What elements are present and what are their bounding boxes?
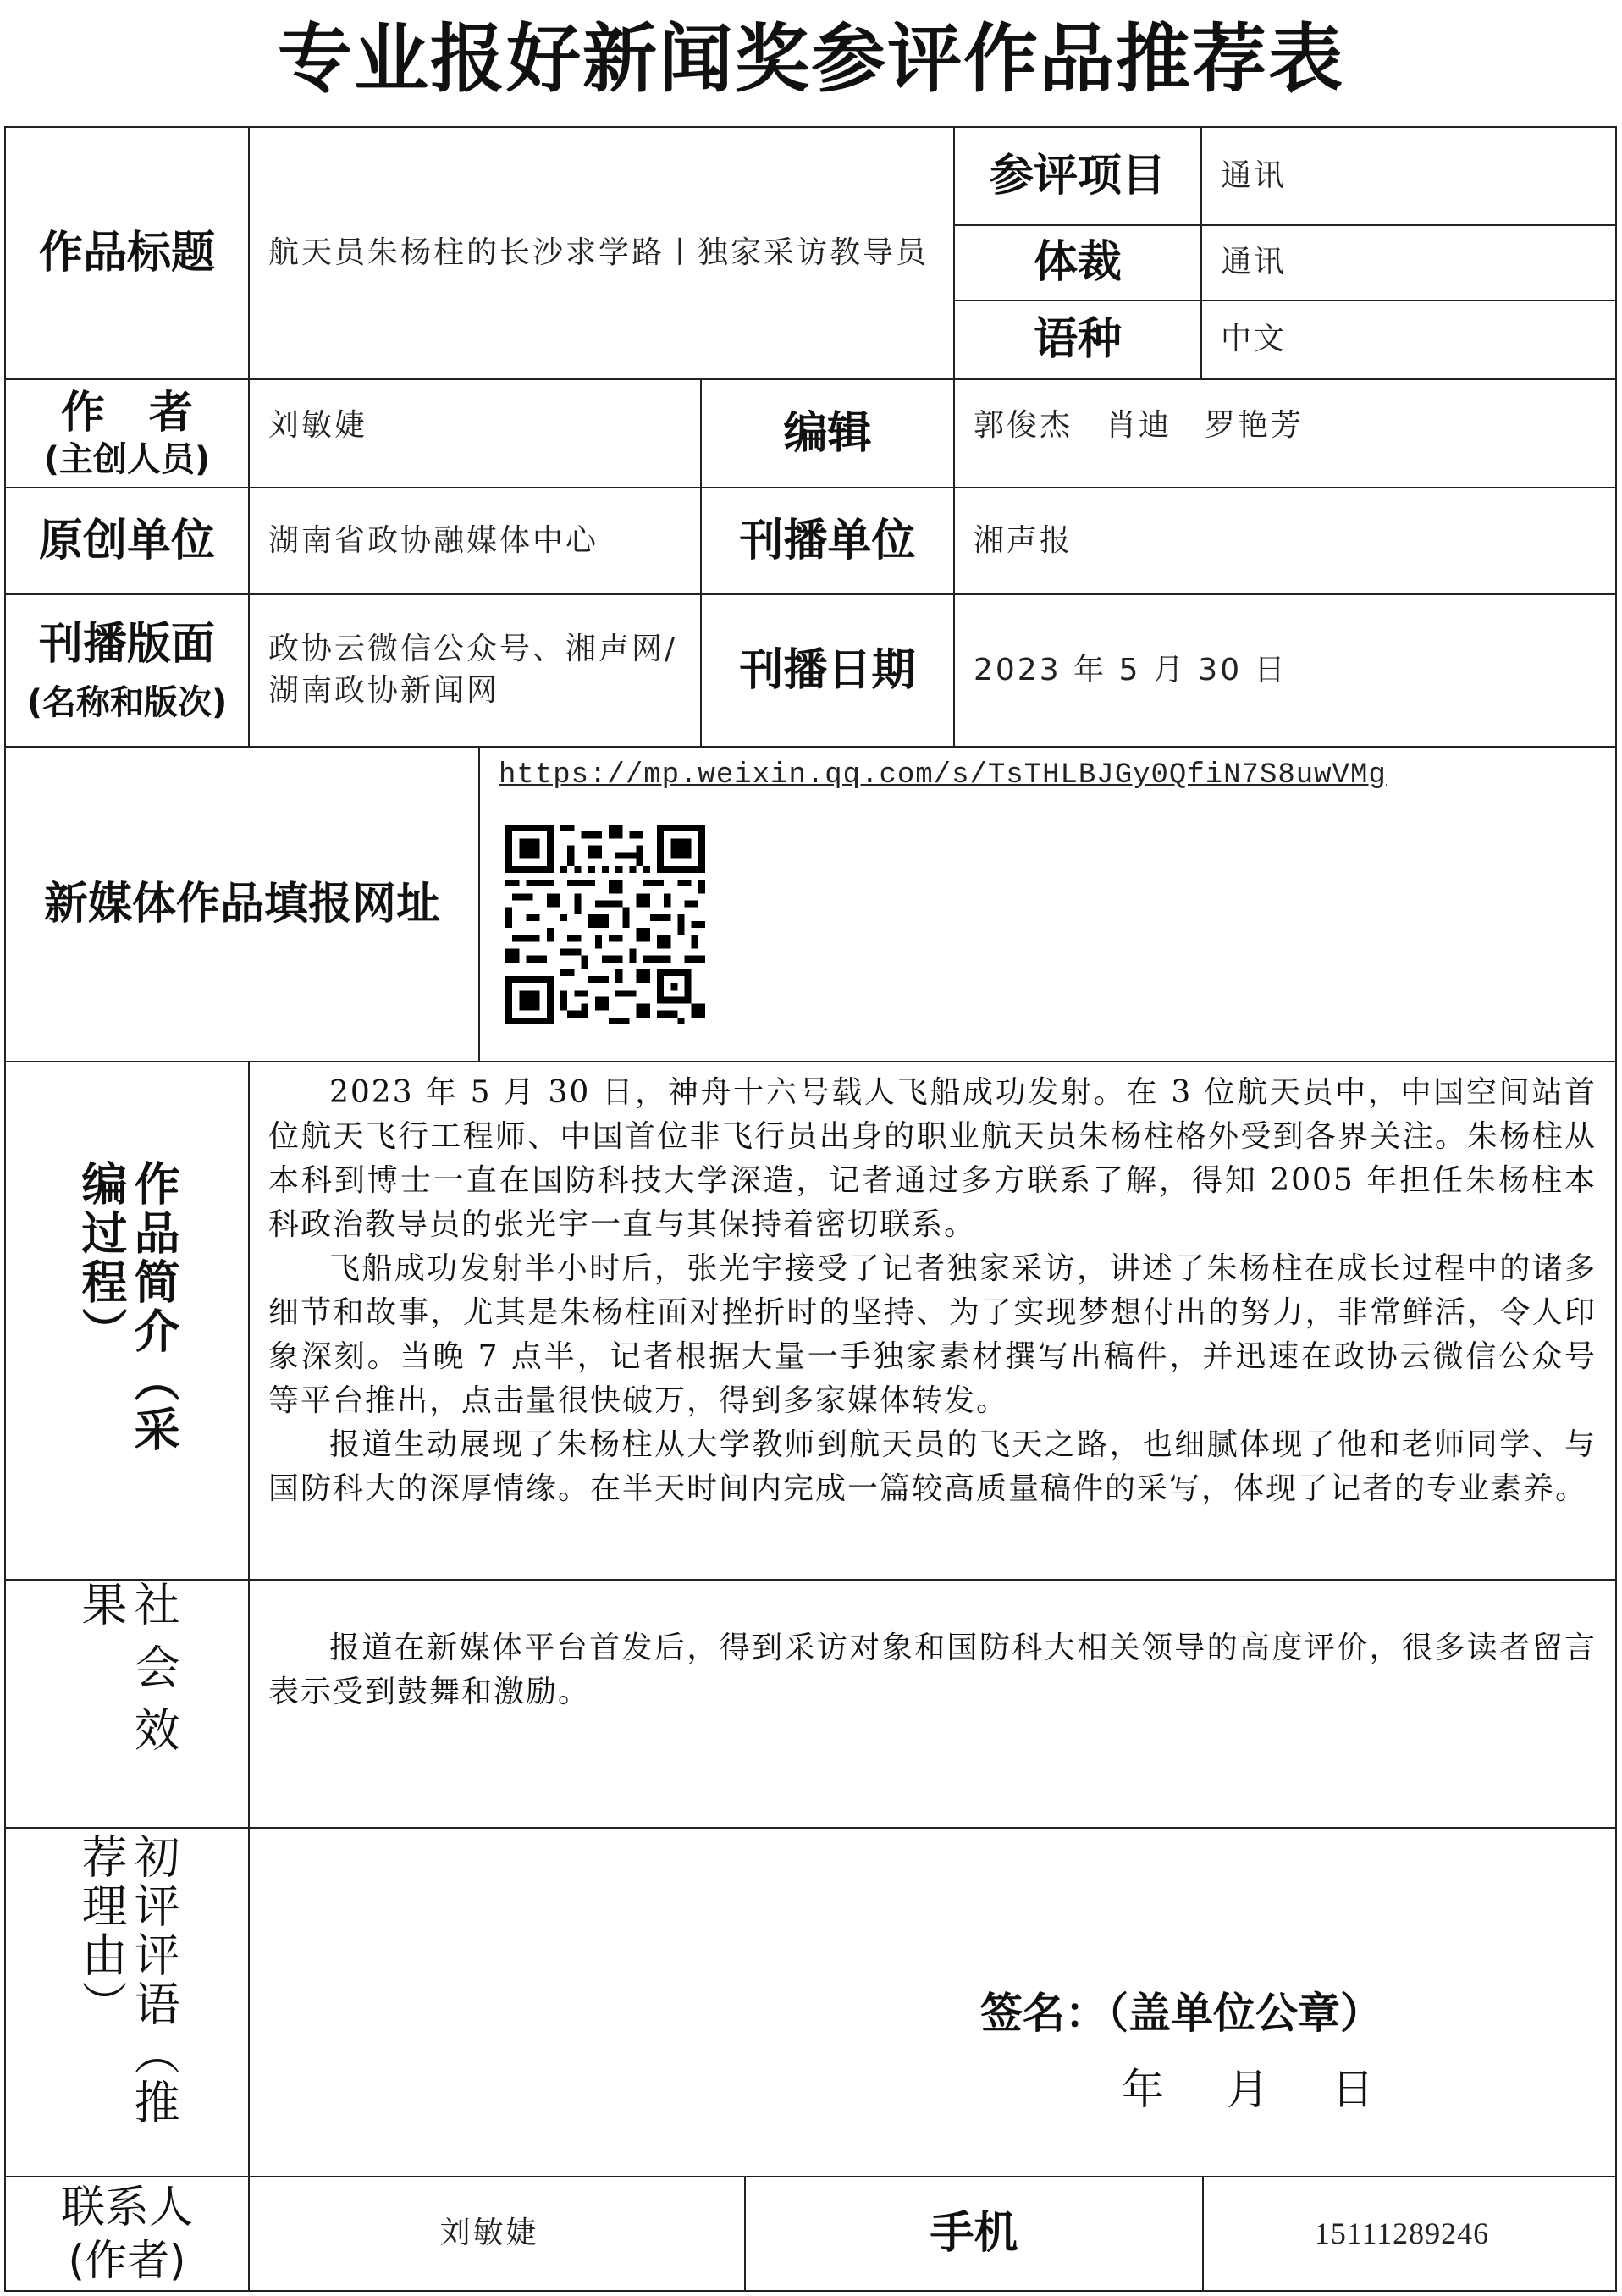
new-media-url-label [4,746,480,1062]
social-effect-label [4,1579,250,1829]
intro-paragraph: 2023 年 5 月 30 日，神舟十六号载人飞船成功发射。在 3 位航天员中，中国空间站首位航天飞行工程师、中国首位非飞行员出身的职业航天员朱杨柱格外受到各界关注。朱杨柱从本科到博士一直在国防科技大学深造，记者通过多方联系了解，得知 2005 年担任朱杨柱本科政治教导员的张光宇一直与其保持着密切联系。 [268,1075,1597,1242]
contact-name-value [248,2176,746,2292]
genre-value [1200,224,1617,301]
editor-value [953,378,1617,488]
publish-date-value-text: 2023 年 5 月 30 日 [974,652,1288,687]
work-title-value [248,126,955,380]
contact-label [4,2176,250,2292]
new-media-url-link[interactable]: https://mp.weixin.qq.com/s/TsTHLBJGy0QfiN7S8uwVMg [499,759,1387,792]
intro-label-text: 作品简介（采编过程） [74,1160,181,1454]
publish-unit-label-text: 刊播单位 [739,515,916,566]
intro-paragraphs [268,1071,1597,1511]
contact-name-text: 刘敏婕 [439,2216,539,2251]
author-value [248,378,702,488]
publish-unit-label [700,487,955,595]
recommendation-label [4,1827,250,2177]
phone-label [744,2176,1204,2292]
publish-layout-sublabel: (名称和版次) [26,683,228,723]
work-title-text: 航天员朱杨柱的长沙求学路丨独家采访教导员 [268,235,930,270]
publish-date-label [700,593,955,748]
author-label [4,378,250,488]
editor-label [700,378,955,488]
publish-unit-value-text: 湘声报 [974,522,1073,558]
genre-value-text: 通讯 [1221,245,1288,280]
author-value-text: 刘敏婕 [268,408,368,443]
language-value [1200,300,1617,380]
author-label-text: 作 者 [60,387,193,439]
language-label [953,300,1202,380]
category-label [953,126,1202,226]
contact-label-text: 联系人 [60,2183,193,2234]
work-title-label [4,126,250,380]
phone-label-text: 手机 [930,2208,1018,2260]
publish-date-value [953,593,1617,748]
publish-layout-value [248,593,702,748]
social-effect-text: 报道在新媒体平台首发后，得到采访对象和国防科大相关领导的高度评价，很多读者留言表示受到鼓舞和激励。 [268,1631,1597,1709]
language-label-text: 语种 [1033,314,1122,366]
author-sublabel: (主创人员) [43,440,211,480]
publish-layout-value-text: 政协云微信公众号、湘声网/湖南政协新闻网 [268,632,678,708]
editor-label-text: 编辑 [783,407,872,459]
category-value [1200,126,1617,226]
new-media-url-label-text: 新媒体作品填报网址 [43,878,440,930]
category-label-text: 参评项目 [989,150,1166,201]
signature-line: 签名：（盖单位公章） [980,1989,1382,2038]
social-effect-content [248,1579,1617,1829]
document-title: 专业报好新闻奖参评作品推荐表 [277,14,1344,102]
language-value-text: 中文 [1221,322,1288,357]
intro-paragraph: 报道生动展现了朱杨柱从大学教师到航天员的飞天之路，也细腻体现了他和老师同学、与国防科大的深厚情缘。在半天时间内完成一篇较高质量稿件的采写，体现了记者的专业素养。 [268,1427,1597,1506]
original-unit-value [248,487,702,595]
original-unit-label [4,487,250,595]
original-unit-label-text: 原创单位 [38,515,215,566]
genre-label [953,224,1202,301]
intro-label [4,1061,250,1581]
intro-content [248,1061,1617,1581]
original-unit-value-text: 湖南省政协融媒体中心 [268,522,599,558]
editor-value-text: 郭俊杰 肖迪 罗艳芳 [974,408,1305,443]
social-effect-label-text: 社会效果 [74,1581,181,1769]
phone-value [1202,2176,1617,2292]
category-value-text: 通讯 [1221,157,1288,193]
work-title-label-text: 作品标题 [38,227,215,279]
publish-layout-label-text: 刊播版面 [38,618,215,670]
date-line: 年 月 日 [1122,2065,1384,2114]
qr-code-icon[interactable] [505,824,705,1025]
publish-unit-value [953,487,1617,595]
contact-sublabel: (作者) [68,2235,186,2285]
recommendation-content[interactable] [248,1827,1617,2177]
phone-value-text: 15111289246 [1314,2216,1490,2251]
genre-label-text: 体裁 [1033,237,1122,289]
intro-paragraph: 飞船成功发射半小时后，张光宇接受了记者独家采访，讲述了朱杨柱在成长过程中的诸多细节和故事，尤其是朱杨柱面对挫折时的坚持、为了实现梦想付出的努力，非常鲜活，令人印象深刻。当晚 7 点半，记者根据大量一手独家素材撰写出稿件，并迅速在政协云微信公众号等平台推出，点击量很快破万，得到多家媒体转发。 [268,1251,1597,1418]
publish-layout-label [4,593,250,748]
recommendation-label-text: 初评评语（推荐理由） [74,1833,181,2128]
publish-date-label-text: 刊播日期 [739,644,916,696]
